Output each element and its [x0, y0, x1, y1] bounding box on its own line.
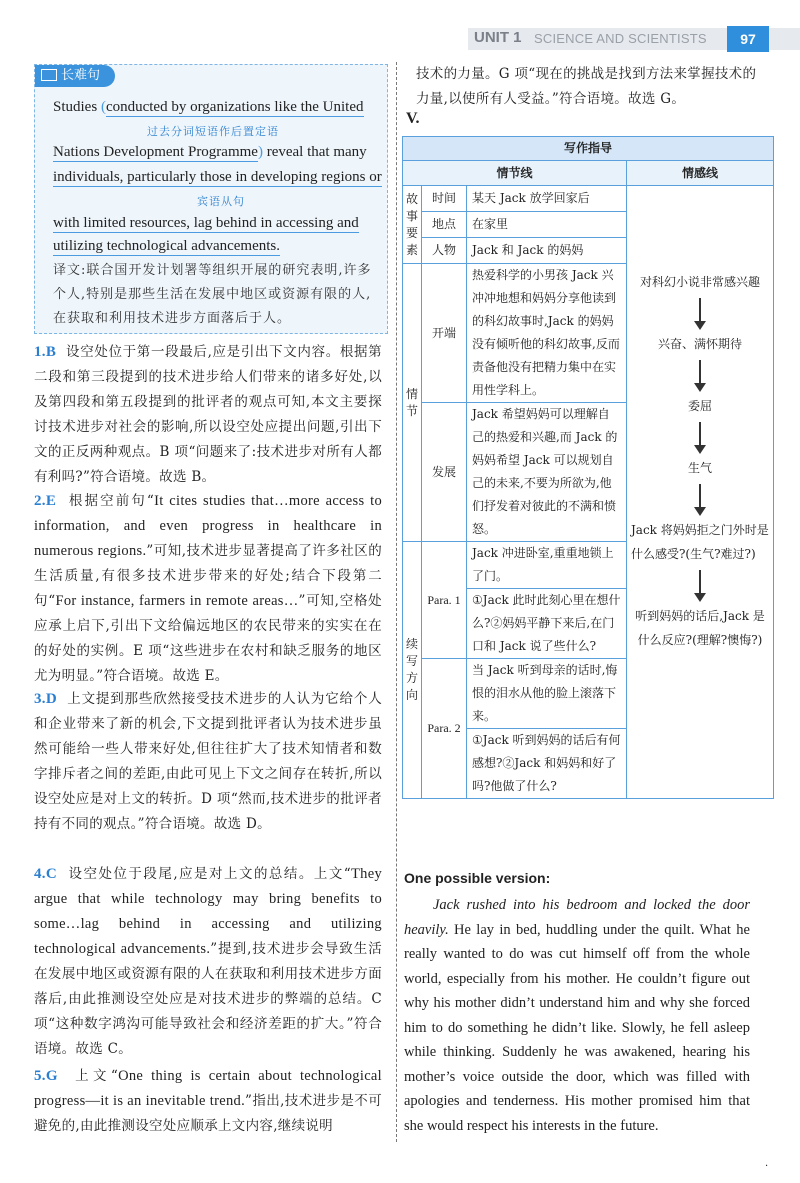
emotion-6: 听到妈妈的话后,Jack 是什么反应?(理解?懊悔?): [635, 609, 765, 647]
answer-4-number: 4.C: [34, 866, 57, 882]
answer-3-number: 3.D: [34, 691, 57, 707]
answer-2-number: 2.E: [34, 493, 57, 509]
answer-5-quote: One thing is certain about technological progress—it is an inevitable trend.: [34, 1068, 382, 1109]
arrow-down-icon: [699, 422, 701, 452]
emotion-1: 对科幻小说非常感兴趣: [639, 275, 760, 289]
writing-guide-table: [402, 136, 774, 799]
answer-5-text-b: ”指出,技术进步是不可避免的,由此推测设空处应顺承上文内容,继续说明: [34, 1093, 382, 1134]
participle-phrase-1: conducted by organizations like the United: [105, 99, 364, 115]
answer-2-quote-b: For instance, farmers in remote areas…: [55, 593, 299, 609]
para1-label: Para. 1: [422, 542, 467, 659]
para2-label: Para. 2: [422, 659, 467, 799]
development-value: Jack 希望妈妈可以理解自己的热爱和兴趣,而 Jack 的妈妈希望 Jack 可以规划自己的未来,不要为所欲为,他们抒发着对彼此的不满和愤怒。: [467, 403, 627, 542]
object-clause-start: individuals: [53, 169, 120, 185]
para2-value: 当 Jack 听到母亲的话时,悔恨的泪水从他的脸上滚落下来。: [467, 659, 627, 729]
emotion-4: 生气: [687, 461, 712, 475]
plot-label: 情节: [403, 264, 422, 542]
unit-label: UNIT 1: [474, 29, 522, 46]
time-value: 某天 Jack 放学回家后: [467, 186, 627, 212]
emotion-5: Jack 将妈妈拒之门外时是什么感受?(生气?难过?): [631, 523, 769, 561]
answer-2-text-a: 根据空前句“: [68, 493, 155, 509]
para2-questions: ①Jack 听到妈妈的话后有何感想?②Jack 和妈妈和好了吗?他做了什么?: [467, 729, 627, 799]
arrow-down-icon: [699, 484, 701, 514]
beginning-label: 开端: [422, 264, 467, 403]
people-value: Jack 和 Jack 的妈妈: [467, 238, 627, 264]
sentence-subject: Studies: [53, 99, 98, 115]
table-title: 写作指导: [403, 137, 774, 161]
para1-questions: ①Jack 此时此刻心里在想什么?②妈妈平静下来后,在门口和 Jack 说了些什么?: [467, 589, 627, 659]
sentence-verb: reveal that many: [266, 144, 367, 160]
page-dot: ·: [765, 1161, 769, 1172]
arrow-down-icon: [699, 570, 701, 600]
participle-phrase-2: Nations Development Programme: [53, 144, 258, 160]
arrow-down-icon: [699, 360, 701, 390]
page-number: 97: [727, 26, 769, 52]
emotion-line: [627, 186, 774, 799]
sentence-line-3: [53, 169, 382, 186]
note-tag-label: 长难句: [61, 68, 101, 83]
book-icon: [41, 69, 57, 81]
answer-2-text-c: ”可知,空格处应承上启下,引出下文给偏远地区的农民带来的实实在在的好处的实例。E 项“这些进步在农村和缺乏服务的地区尤为明显。”符合语境。故选 E。: [34, 593, 382, 684]
plot-line-header: 情节线: [403, 161, 627, 186]
object-clause-line4: with limited resources, lag behind in accessing and: [53, 215, 359, 231]
answer-5: [34, 1064, 382, 1139]
answer-4: [34, 862, 382, 1062]
place-value: 在家里: [467, 212, 627, 238]
sentence-line-1: Studies (conducted by organizations like the United: [53, 99, 364, 115]
continuation-label: 续写方向: [403, 542, 422, 799]
answer-1-number: 1.B: [34, 344, 57, 360]
essay-body: He lay in bed, huddling under the quilt. What he really wanted to do was cut himself off from the whole world, especially from his mother. He couldn’t figure out why his mother didn’t understand him and why she forced him to do something he didn’t like. Slowly, he fell asleep while thinking. Suddenly he was awakened, hearing his mother’s voice outside the door, which was filled with apologies and tenderness. His mother promised him that she would respect his interests in the future.: [404, 921, 750, 1134]
place-label: 地点: [422, 212, 467, 238]
long-sentence-note: [34, 64, 388, 334]
answer-5-number: 5.G: [34, 1068, 58, 1084]
answer-2-text-b: ”可知,技术进步显著提高了许多社区的生活质量,有很多技术进步带来的好处;结合下段第二句“: [34, 543, 382, 609]
version-label: One possible version:: [404, 870, 551, 886]
emotion-line-header: 情感线: [627, 161, 774, 186]
development-label: 发展: [422, 403, 467, 542]
answer-1-text: 设空处位于第一段最后,应是引出下文内容。根据第二段和第三段提到的技术进步给人们带来的诸多好处,以及第四段和第五段提到的批评者的观点可知,本文主要探讨技术进步对社会的影响,所以设空处应提出问题,引出下文的正反两种观点。B 项“问题来了:技术进步对所有人都有利吗?”符合语境。故选 B。: [34, 344, 382, 485]
translation: 译文:联合国开发计划署等组织开展的研究表明,许多个人,特别是那些生活在发展中地区或资源有限的人,在获取和利用技术进步方面落后于人。: [53, 263, 372, 326]
unit-subtitle: SCIENCE AND SCIENTISTS: [534, 31, 707, 46]
annotation-object-clause: 宾语从句: [197, 195, 245, 208]
essay-first-sentence: Jack rushed into his bedroom and locked the door heavily.: [404, 897, 750, 938]
section-v-heading: V.: [406, 110, 420, 127]
answer-2: [34, 489, 382, 689]
people-label: 人物: [422, 238, 467, 264]
answer-4-quote: They argue that while technology may bring benefits to some…lag behind in accessing and utilizing technological advancements.: [34, 866, 382, 957]
object-clause-mid: , particularly those in developing regions or: [119, 169, 382, 185]
answer-5-text-a: 上文“: [75, 1068, 119, 1084]
answer-1: [34, 340, 382, 490]
page-header: [0, 0, 800, 52]
sentence-line-5: [53, 238, 280, 255]
answer-5-continued: 技术的力量。G 项“现在的挑战是找到方法来掌握技术的力量,以使所有人受益。”符合语境。故选 G。: [416, 66, 757, 107]
arrow-down-icon: [699, 298, 701, 328]
answer-3: [34, 687, 382, 837]
emotion-3: 委屈: [687, 399, 712, 413]
annotation-participle: 过去分词短语作后置定语: [147, 125, 279, 138]
para1-value: Jack 冲进卧室,重重地锁上了门。: [467, 542, 627, 589]
answer-3-text: 上文提到那些欣然接受技术进步的人认为它给个人和企业带来了新的机会,下文提到批评者认为技术进步虽然可能给一些人带来好处,但往往扩大了技术知情者和数字排斥者之间的差距,由此可见上下文之间存在转折,所以设空处应是对上文的转折。D 项“然而,技术进步的批评者持有不同的观点。”符合语境。故选 D。: [34, 691, 382, 832]
object-clause-end: utilizing technological advancements.: [53, 238, 281, 254]
emotion-2: 兴奋、满怀期待: [657, 337, 742, 351]
sentence-line-2: Nations Development Programme) reveal that many: [53, 144, 367, 160]
story-elements-label: 故事要素: [403, 186, 422, 264]
sentence-line-4: [53, 215, 359, 232]
note-tag: [35, 65, 115, 87]
time-label: 时间: [422, 186, 467, 212]
answer-4-text-a: 设空处位于段尾,应是对上文的总结。上文“: [68, 866, 351, 882]
column-divider: [396, 62, 397, 1142]
beginning-value: 热爱科学的小男孩 Jack 兴冲冲地想和妈妈分享他读到的科幻故事时,Jack 的妈妈没有倾听他的科幻故事,反而责备他没有把精力集中在实用性学科上。: [467, 264, 627, 403]
answer-4-text-b: ”提到,技术进步会导致生活在发展中地区或资源有限的人在获取和利用技术进步方面落后,由此推测设空处应是对技术进步的弊端的总结。C 项“这种数字鸿沟可能导致社会和经济差距的扩大。”符合语境。故选 C。: [34, 941, 382, 1057]
answer-2-quote-a: It cites studies that…more access to information, and even progress in healthcare in numerous regions.: [34, 493, 382, 559]
sample-essay: [404, 893, 750, 1138]
